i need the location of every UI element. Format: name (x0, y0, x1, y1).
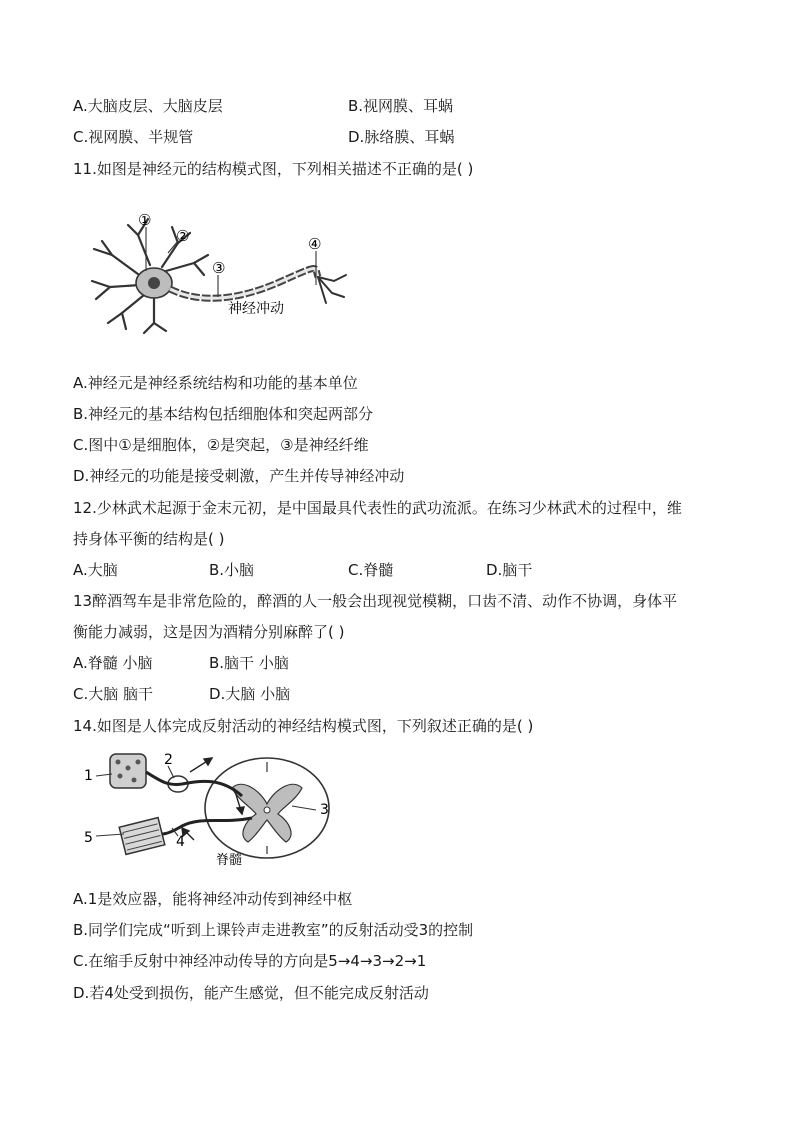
q11-option-b: B.神经元的基本结构包括细胞体和突起两部分 (73, 405, 374, 423)
reflex-label-4: 4 (176, 834, 185, 850)
q12-option-d: D.脑干 (486, 561, 533, 579)
reflex-caption: 脊髓 (216, 853, 243, 868)
q10-option-d: D.脉络膜、耳蜗 (348, 128, 455, 146)
reflex-label-1: 1 (84, 768, 93, 784)
q14-stem: 14.如图是人体完成反射活动的神经结构模式图，下列叙述正确的是( ) (73, 717, 534, 735)
q13-option-b: B.脑干 小脑 (209, 654, 289, 672)
q14-option-c: C.在缩手反射中神经冲动传导的方向是5→4→3→2→1 (73, 952, 427, 970)
q14-option-b: B.同学们完成“听到上课铃声走进教室”的反射活动受3的控制 (73, 921, 474, 939)
q12-option-a: A.大脑 (73, 561, 118, 579)
q12-stem-line1: 12.少林武术起源于金末元初，是中国最具代表性的武功流派。在练习少林武术的过程中，维 (73, 499, 682, 517)
effector-shape (119, 818, 165, 855)
nucleus-shape (148, 277, 160, 289)
q10-option-c: C.视网膜、半规管 (73, 128, 194, 146)
neuron-label-1: ① (138, 211, 152, 229)
reflex-label-5: 5 (84, 830, 93, 846)
q13-option-a: A.脊髓 小脑 (73, 654, 153, 672)
neuron-label-4: ④ (308, 235, 322, 253)
q12-option-c: C.脊髓 (348, 561, 394, 579)
q12-stem-line2: 持身体平衡的结构是( ) (73, 530, 225, 548)
q11-option-a: A.神经元是神经系统结构和功能的基本单位 (73, 374, 358, 392)
q14-option-d: D.若4处受到损伤，能产生感觉，但不能完成反射活动 (73, 984, 429, 1002)
reflex-arc-figure (82, 748, 342, 870)
q13-option-c: C.大脑 脑干 (73, 685, 154, 703)
reflex-label-2: 2 (164, 752, 173, 768)
q14-option-a: A.1是效应器，能将神经冲动传到神经中枢 (73, 890, 353, 908)
neuron-figure (82, 205, 352, 335)
q13-option-d: D.大脑 小脑 (209, 685, 291, 703)
neuron-label-2: ② (176, 227, 190, 245)
q11-option-c: C.图中①是细胞体，②是突起，③是神经纤维 (73, 436, 369, 454)
neuron-caption: 神经冲动 (228, 301, 284, 317)
q10-option-a: A.大脑皮层、大脑皮层 (73, 97, 223, 115)
q13-stem-line1: 13醉酒驾车是非常危险的，醉酒的人一般会出现视觉模糊，口齿不清、动作不协调，身体平 (73, 592, 678, 610)
q11-stem: 11.如图是神经元的结构模式图，下列相关描述不正确的是( ) (73, 160, 474, 178)
reflex-label-3: 3 (320, 802, 329, 818)
q10-option-b: B.视网膜、耳蜗 (348, 97, 454, 115)
neuron-label-3: ③ (212, 259, 226, 277)
q13-stem-line2: 衡能力减弱，这是因为酒精分别麻醉了( ) (73, 623, 345, 641)
q12-option-b: B.小脑 (209, 561, 255, 579)
q11-option-d: D.神经元的功能是接受刺激，产生并传导神经冲动 (73, 467, 405, 485)
receptor-shape (110, 754, 146, 788)
